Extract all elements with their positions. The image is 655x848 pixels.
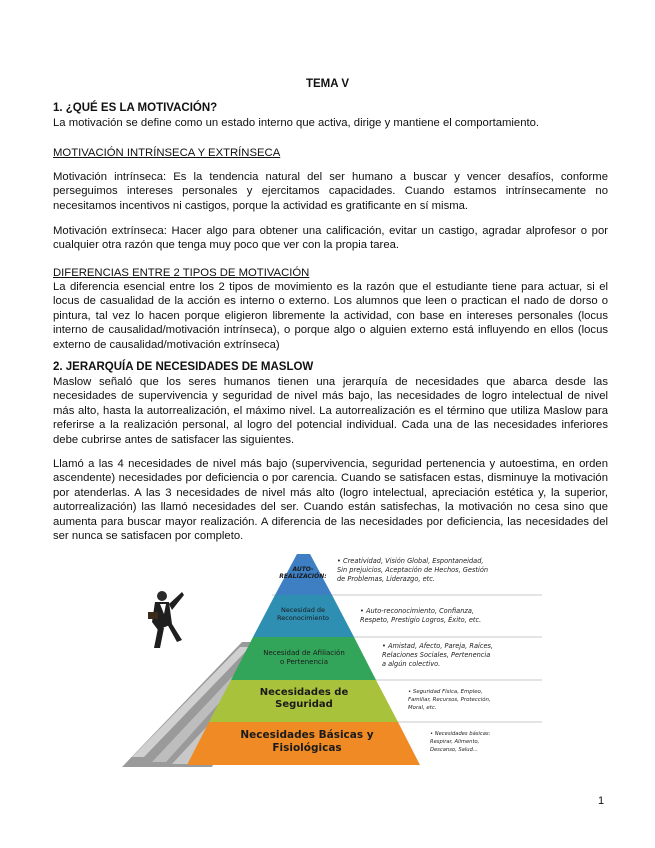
maslow-paragraph-2: Llamó a las 4 necesidades de nivel más bajo (supervivencia, seguridad pertenencia y autoestima, en orden ascendente) necesidades por deficiencia o por carencia. Cuando se satisfacen estas, disminuye la motivación por atenderlas. A las 3 necesidades de nivel más alto (logro intelectual, apreciación estética y, la superior, autorrealización) las llamó necesidades del ser. Cuando están satisfechas, la motivación no cesa sino que aumenta para buscar mayor realización. A diferencia de las necesidades por deficiencia, las necesidades del ser nunca se satisfacen por completo. bbox=[53, 458, 608, 543]
differences-paragraph: La diferencia esencial entre los 2 tipos de movimiento es la razón que el estudiante tiene para actuar, si el locus de casualidad de la acción es interno o externo. Los alumnos que leen o practican el nado de dorso o pintura, tal vez lo hacen porque eligieron libremente la actividad, con base en intereses personales (locus interno de causalidad/motivación intrínseca), o porque algo o alguien externo está influyendo en ellos (locus externo de causalidad/motivación extrínseca) bbox=[53, 281, 608, 351]
section-1-heading: 1. ¿QUÉ ES LA MOTIVACIÓN? bbox=[53, 102, 218, 114]
description-esteem: • Auto-reconocimiento, Confianza, Respeto, Prestigio Logros, Éxito, etc. bbox=[360, 607, 482, 624]
page-number: 1 bbox=[598, 795, 605, 807]
level-label-belonging: Necesidad de Afiliación o Pertenencia bbox=[263, 649, 345, 666]
description-physiological: • Necesidades básicas: Respirar, Alimento, Descanso, Salud... bbox=[430, 731, 491, 753]
intrinsic-paragraph: Motivación intrínseca: Es la tendencia natural del ser humano a buscar y vencer desafíos, conforme perseguimos intereses personales y ejercitamos capacidades. Cuando estamos intrínsecamente no necesitamos incentivos ni castigos, porque la actividad es gratificante en sí misma. bbox=[53, 171, 608, 212]
level-label-safety: Necesidades de Seguridad bbox=[259, 687, 349, 710]
level-label-self-actualization: AUTO- REALIZACIÓN: bbox=[279, 566, 327, 580]
intrinsic-extrinsic-heading: MOTIVACIÓN INTRÍNSECA Y EXTRÍNSECA bbox=[53, 147, 281, 159]
extrinsic-paragraph: Motivación extrínseca: Hacer algo para obtener una calificación, evitar un castigo, agradar alprofesor o por cualquier otra razón que tenga muy poco que ver con la propia tarea. bbox=[53, 225, 608, 252]
businessman-icon bbox=[148, 591, 184, 648]
level-label-physiological: Necesidades Básicas y Fisiológicas bbox=[240, 729, 374, 754]
level-label-esteem: Necesidad de Reconocimiento bbox=[276, 606, 330, 622]
differences-heading: DIFERENCIAS ENTRE 2 TIPOS DE MOTIVACIÓN bbox=[53, 267, 310, 279]
page-title: TEMA V bbox=[305, 78, 350, 90]
description-safety: • Seguridad Física, Empleo, Familiar, Recursos, Protección, Moral, etc. bbox=[408, 689, 491, 711]
description-belonging: • Amistad, Afecto, Pareja, Raíces, Relaciones Sociales, Pertenencia a algún colectivo. bbox=[382, 642, 494, 668]
section-2-heading: 2. JERARQUÍA DE NECESIDADES DE MASLOW bbox=[53, 361, 314, 373]
maslow-paragraph-1: Maslow señaló que los seres humanos tienen una jerarquía de necesidades que abarca desde las necesidades de supervivencia y seguridad de nivel más bajo, las necesidades de logro intelectual de nivel más alto, hasta la autorrealización, el máximo nivel. La autorrealización es el término que utiliza Maslow para referirse a la realización personal, al logro del potencial individual. Cada una de las necesidades inferiores debe cubrirse antes de satisfacer las siguientes. bbox=[53, 376, 608, 446]
maslow-pyramid-figure bbox=[122, 552, 542, 767]
description-self-actualization: • Creatividad, Visión Global, Espontaneidad, Sin prejuicios, Aceptación de Hechos, Gestión de Problemas, Liderazgo, etc. bbox=[337, 557, 489, 583]
motivation-definition: La motivación se define como un estado interno que activa, dirige y mantiene el comportamiento. bbox=[53, 117, 540, 129]
